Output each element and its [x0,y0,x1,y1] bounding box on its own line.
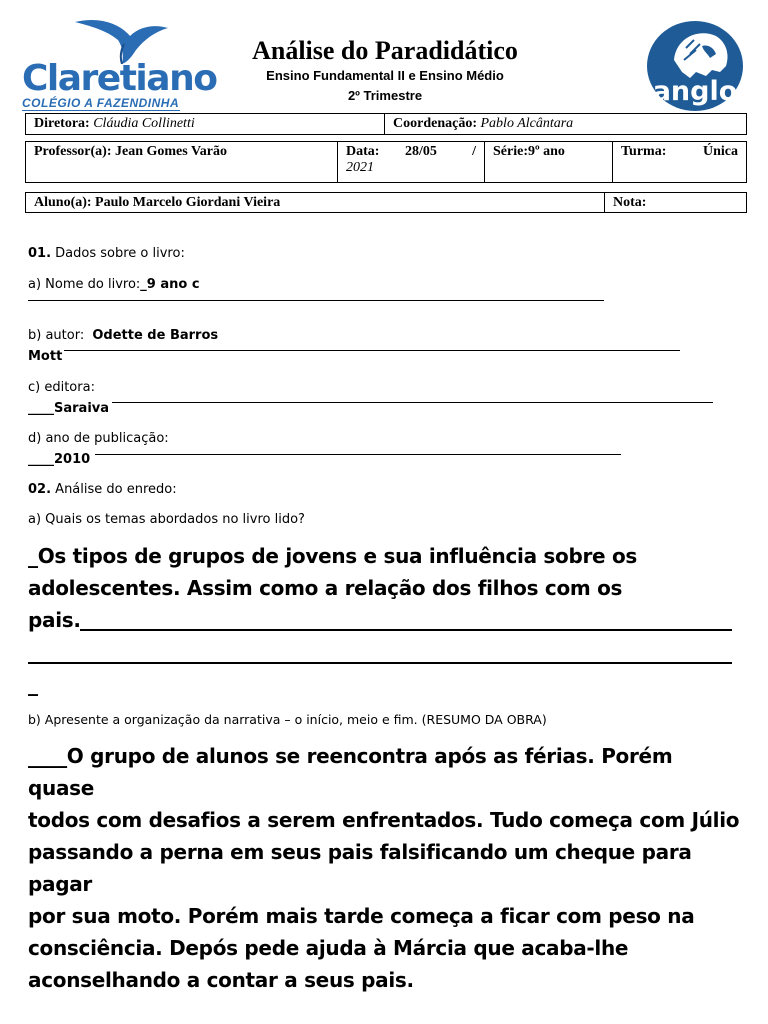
claretiano-wordmark: Claretiano [22,58,217,99]
themes-answer-line-1: _Os tipos de grupos de jovens e sua influência sobre os [28,544,638,568]
class-label: Turma: [621,144,667,159]
teacher-cell: Professor(a): Jean Gomes Varão [34,144,227,159]
author-value-2: Mott [28,349,63,364]
year-line [95,454,621,455]
question-2-text: Análise do enredo: [55,482,177,497]
question-2-heading [28,482,177,497]
coordination-cell [384,114,746,134]
date-label: Data: [346,144,380,159]
question-1-heading [28,246,185,261]
summary-line: passando a perna em seus pais falsificando um cheque para pagar [28,840,692,896]
grade-score-cell: Nota: [604,193,746,212]
author-row-2 [28,349,62,364]
summary-answer [28,740,740,996]
claretiano-subtitle: COLÉGIO A FAZENDINHA [22,96,180,110]
date-cell [337,142,484,182]
coordination-label: Coordenação: [393,116,477,131]
page-subtitle: Ensino Fundamental II e Ensino Médio [266,68,504,83]
author-row [28,328,218,343]
question-1-text: Dados sobre o livro: [55,246,185,261]
themes-answer-line-3: pais. [28,608,81,632]
year-label: d) ano de publicação: [28,431,169,446]
summary-line: todos com desafios a serem enfrentados. Tudo começa com Júlio [28,808,740,832]
themes-answer-rule-2 [28,662,732,664]
year-value: 2010 [54,452,91,467]
grade-cell: Série:9º ano [484,142,612,182]
year-row [28,452,90,467]
anglo-logo [646,20,744,112]
publisher-line [112,402,713,403]
summary-question: b) Apresente a organização da narrativa – o início, meio e fim. (RESUMO DA OBRA) [28,712,547,727]
divider [22,110,180,111]
book-name-line [28,300,604,301]
question-2-number: 02. [28,482,52,497]
director-label: Diretora: [34,116,90,131]
date-value: 28/05 [404,144,437,159]
lion-icon [646,20,744,112]
themes-question: a) Quais os temas abordados no livro lido? [28,512,305,527]
book-name-label: a) Nome do livro: [28,277,141,292]
publisher-label: c) editora: [28,380,95,395]
class-value: Única [703,144,738,159]
year-prefix: ____ [28,452,54,467]
info-row-direction [25,113,747,135]
trimester-label: 2º Trimestre [347,88,423,103]
themes-answer-line-5: _ [28,672,38,696]
anglo-wordmark: anglo [652,76,738,107]
themes-answer-line-2: adolescentes. Assim como a relação dos filhos com os [28,576,623,600]
claretiano-logo [20,14,217,112]
book-name-row [28,277,200,292]
author-line [64,350,680,351]
publisher-value: Saraiva [54,401,110,416]
summary-line: aconselhando a contar a seus pais. [28,968,414,992]
director-value: Cláudia Collinetti [93,116,195,131]
page-title: Análise do Paradidático [252,36,518,65]
class-cell [612,142,746,182]
date-year: 2021 [346,160,374,175]
summary-line: por sua moto. Porém mais tarde começa a ficar com peso na [28,904,695,928]
themes-answer-rule-1 [80,629,732,631]
info-row-class [25,141,747,183]
question-1-number: 01. [28,246,52,261]
author-label: b) autor: [28,328,85,343]
info-row-student [25,192,747,213]
summary-line: ____O grupo de alunos se reencontra após as férias. Porém quase [28,744,673,800]
student-cell: Aluno(a): Paulo Marcelo Giordani Vieira [34,195,281,210]
author-value-1: Odette de Barros [92,328,219,343]
publisher-prefix: ____ [28,401,54,416]
summary-line: consciência. Depós pede ajuda à Márcia que acaba-lhe [28,936,629,960]
bird-icon [70,14,170,64]
director-cell [26,114,384,134]
book-name-value: _9 ano c [140,277,200,292]
publisher-row [28,401,109,416]
coordination-value: Pablo Alcântara [480,116,574,131]
date-slash: / [472,144,476,159]
